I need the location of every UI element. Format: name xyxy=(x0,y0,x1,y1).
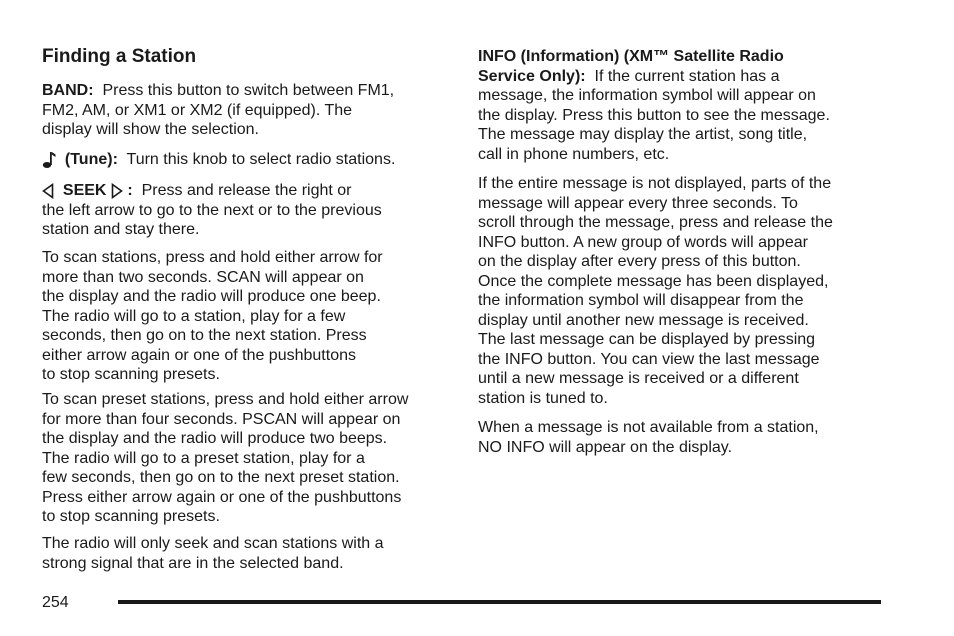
seek-paragraph xyxy=(42,181,382,240)
tune-label: (Tune): xyxy=(64,151,118,168)
no-info-paragraph xyxy=(478,418,819,457)
info-line: If the current station has a xyxy=(594,67,780,85)
info-label-cont: Service Only): xyxy=(478,67,586,85)
seek-label: SEEK xyxy=(62,182,107,199)
band-line: Press this button to switch between FM1, xyxy=(102,82,395,99)
seek-line: Press and release the right or xyxy=(141,182,352,199)
scan-line: either arrow again or one of the pushbuttons xyxy=(42,346,356,364)
scan-paragraph xyxy=(42,248,383,385)
scan-line: the display and the radio will produce one beep. xyxy=(42,288,381,305)
left-arrow-icon xyxy=(42,183,54,199)
info-line: message, the information symbol will appear on xyxy=(478,87,816,104)
footer-rule xyxy=(118,600,881,604)
scan-line: more than two seconds. SCAN will appear on xyxy=(42,268,364,286)
pscan-line: the display and the radio will produce two beeps. xyxy=(42,430,388,447)
entire-line: message will appear every three seconds. To xyxy=(478,194,798,212)
entire-line: If the entire message is not displayed, parts of the xyxy=(478,175,832,192)
entire-line: the INFO button. You can view the last message xyxy=(478,350,820,368)
pscan-line: To scan preset stations, press and hold either arrow xyxy=(42,391,409,408)
signal-line: strong signal that are in the selected band. xyxy=(42,554,344,572)
seek-colon: : xyxy=(127,182,133,199)
section-heading: Finding a Station xyxy=(42,46,197,67)
seek-line: station and stay there. xyxy=(42,221,200,238)
entire-line: station is tuned to. xyxy=(478,389,608,407)
scan-line: seconds, then go on to the next station. Press xyxy=(42,327,367,344)
page-number: 254 xyxy=(42,594,69,611)
tune-text: Turn this knob to select radio stations. xyxy=(126,151,396,168)
pscan-line: The radio will go to a preset station, play for a xyxy=(42,449,365,467)
right-arrow-icon xyxy=(111,183,123,199)
info-paragraph xyxy=(478,47,830,164)
pscan-line: for more than four seconds. PSCAN will appear on xyxy=(42,410,401,428)
band-paragraph xyxy=(42,81,394,140)
pscan-line: to stop scanning presets. xyxy=(42,508,220,525)
music-note-icon xyxy=(42,150,56,169)
tune-paragraph xyxy=(42,150,395,170)
entire-line: on the display after every press of this button. xyxy=(478,253,801,270)
band-line: display will show the selection. xyxy=(42,121,259,138)
entire-message-paragraph xyxy=(478,174,833,408)
entire-line: until a new message is received or a different xyxy=(478,370,799,387)
info-label: INFO (Information) (XM™ Satellite Radio xyxy=(478,48,784,65)
info-line: the display. Press this button to see the message. xyxy=(478,106,830,124)
entire-line: the information symbol will disappear from the xyxy=(478,292,804,309)
signal-line: The radio will only seek and scan stations with a xyxy=(42,535,384,552)
pscan-line: few seconds, then go on to the next preset station. xyxy=(42,469,400,486)
scan-line: to stop scanning presets. xyxy=(42,366,220,383)
seek-line: the left arrow to go to the next or to the previous xyxy=(42,201,382,219)
scan-line: The radio will go to a station, play for a few xyxy=(42,307,346,325)
info-line: The message may display the artist, song title, xyxy=(478,126,808,143)
noinfo-line: NO INFO will appear on the display. xyxy=(478,438,733,456)
info-line: call in phone numbers, etc. xyxy=(478,145,670,163)
entire-line: INFO button. A new group of words will appear xyxy=(478,233,808,251)
entire-line: Once the complete message has been displayed, xyxy=(478,272,829,290)
entire-line: display until another new message is received. xyxy=(478,311,809,329)
signal-paragraph xyxy=(42,534,384,573)
scan-line: To scan stations, press and hold either arrow for xyxy=(42,249,383,266)
noinfo-line: When a message is not available from a station, xyxy=(478,419,819,436)
band-label: BAND: xyxy=(42,82,94,99)
pscan-line: Press either arrow again or one of the pushbuttons xyxy=(42,488,402,506)
entire-line: scroll through the message, press and release the xyxy=(478,214,833,231)
band-line: FM2, AM, or XM1 or XM2 (if equipped). The xyxy=(42,101,353,119)
pscan-paragraph xyxy=(42,390,408,527)
entire-line: The last message can be displayed by pressing xyxy=(478,331,816,348)
